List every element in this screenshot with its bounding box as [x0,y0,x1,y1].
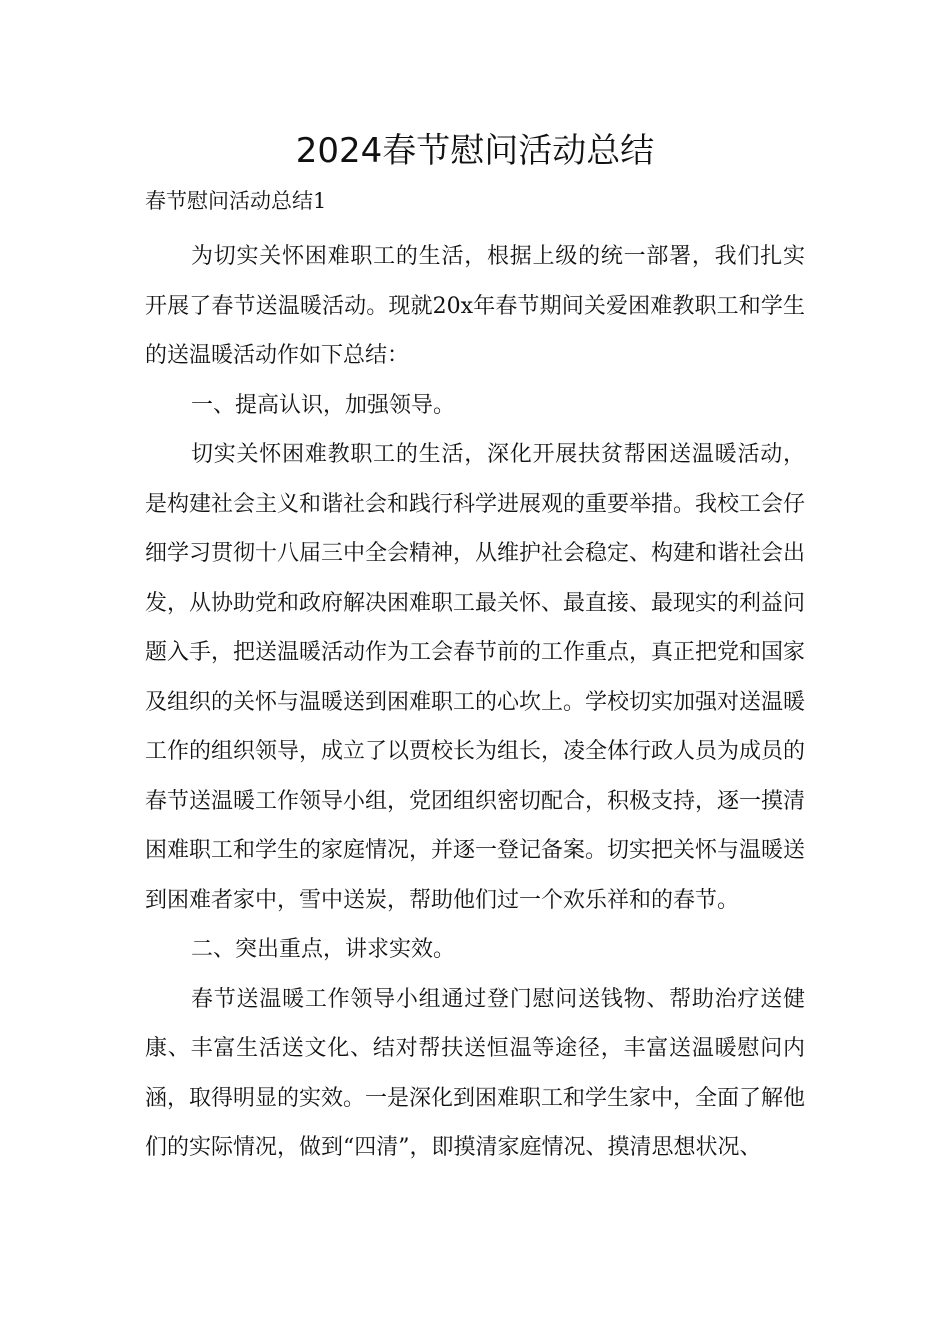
section-heading-2: 二、突出重点，讲求实效。 [191,937,456,962]
document-title: 2024春节慰问活动总结 [295,131,655,171]
paragraph-section-2: 春节送温暖工作领导小组通过登门慰问送钱物、帮助治疗送健康、丰富生活送文化、结对帮扶送恒温等途径，丰富送温暖慰问内涵，取得明显的实效。一是深化到困难职工和学生家中，全面了解他们的实际情况，做到“四清”，即摸清家庭情况、摸清思想状况、 [145,986,806,1160]
document-body [145,232,805,1173]
section-heading-1: 一、提高认识，加强领导。 [191,392,456,418]
document-subtitle: 春节慰问活动总结1 [145,189,327,213]
paragraph-intro: 为切实关怀困难职工的生活，根据上级的统一部署，我们扎实开展了春节送温暖活动。现就20x年春节期间关爱困难教职工和学生的送温暖活动作如下总结： [145,244,805,368]
paragraph-section-1: 切实关怀困难教职工的生活，深化开展扶贫帮困送温暖活动，是构建社会主义和谐社会和践行科学进展观的重要举措。我校工会仔细学习贯彻十八届三中全会精神，从维护社会稳定、构建和谐社会出发，从协助党和政府解决困难职工最关怀、最直接、最现实的利益问题入手，把送温暖活动作为工会春节前的工作重点，真正把党和国家及组织的关怀与温暖送到困难职工的心坎上。学校切实加强对送温暖工作的组织领导，成立了以贾校长为组长，凌全体行政人员为成员的春节送温暖工作领导小组，党团组织密切配合，积极支持，逐一摸清困难职工和学生的家庭情况，并逐一登记备案。切实把关怀与温暖送到困难者家中，雪中送炭，帮助他们过一个欢乐祥和的春节。 [145,442,806,913]
